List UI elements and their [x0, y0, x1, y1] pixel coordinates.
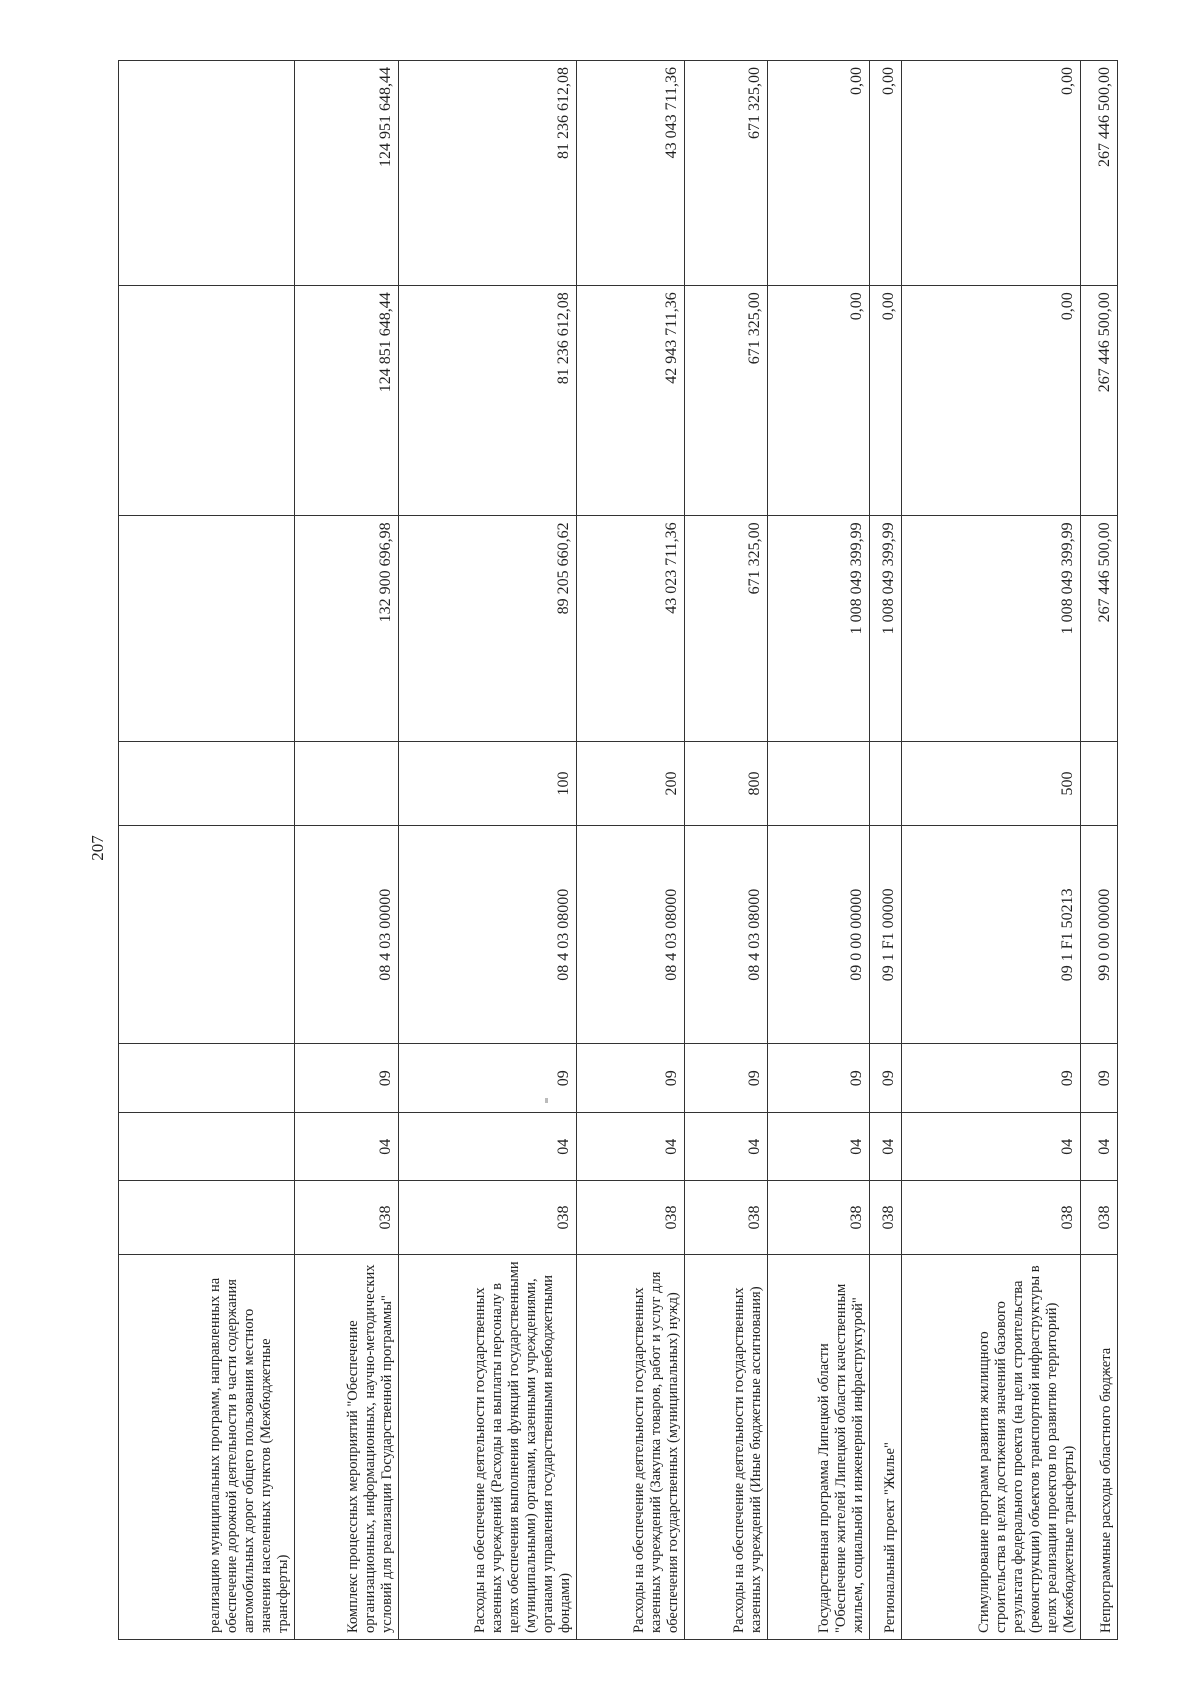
- row-sum-2: 42 943 711,36: [577, 286, 685, 516]
- row-expense-type: [767, 741, 869, 826]
- row-description: Расходы на обеспечение деятельности государственных казенных учреждений (Иные бюджетные ассигнования): [684, 1254, 767, 1639]
- row-sum-3: [119, 61, 295, 286]
- row-description: Комплекс процессных мероприятий "Обеспечение организационных, информационных, научно-методических условий для реализации Государственной программы": [294, 1254, 398, 1639]
- row-expense-type: 200: [577, 741, 685, 826]
- row-sum-3: 43 043 711,36: [577, 61, 685, 286]
- row-subsection: 09: [294, 1044, 398, 1113]
- row-target-article: 08 4 03 08000: [577, 826, 685, 1044]
- row-sum-1: 267 446 500,00: [1080, 516, 1118, 741]
- row-subsection: 09: [767, 1044, 869, 1113]
- row-subsection: 09: [869, 1044, 902, 1113]
- table-row: [294, 61, 398, 1640]
- row-subsection: 09: [684, 1044, 767, 1113]
- row-target-article: 08 4 03 00000: [294, 826, 398, 1044]
- row-admin-code: 038: [294, 1181, 398, 1255]
- row-admin-code: [119, 1181, 295, 1255]
- row-sum-1: 43 023 711,36: [577, 516, 685, 741]
- row-target-article: 08 4 03 08000: [399, 826, 577, 1044]
- row-expense-type: [119, 741, 295, 826]
- row-section: [119, 1113, 295, 1181]
- table-row: [1080, 61, 1118, 1640]
- row-section: 04: [577, 1113, 685, 1181]
- budget-table: [118, 60, 1118, 1640]
- row-admin-code: 038: [577, 1181, 685, 1255]
- row-sum-2: 0,00: [869, 286, 902, 516]
- row-description: Государственная программа Липецкой области "Обеспечение жителей Липецкой области качественным жильем, социальной и инженерной инфраструктурой": [767, 1254, 869, 1639]
- row-sum-2: 671 325,00: [684, 286, 767, 516]
- table-row: [869, 61, 902, 1640]
- row-section: 04: [294, 1113, 398, 1181]
- row-target-article: [119, 826, 295, 1044]
- row-sum-3: 0,00: [902, 61, 1080, 286]
- row-sum-1: 1 008 049 399,99: [902, 516, 1080, 741]
- row-sum-3: 124 951 648,44: [294, 61, 398, 286]
- row-sum-3: 0,00: [767, 61, 869, 286]
- row-expense-type: 800: [684, 741, 767, 826]
- row-description: Непрограммные расходы областного бюджета: [1080, 1254, 1118, 1639]
- table-row: [684, 61, 767, 1640]
- table-row: [399, 61, 577, 1640]
- row-description: Стимулирование программ развития жилищного строительства в целях достижения значений базового результата федерального проекта (на цели строительства (реконструкции) объектов транспортной инфраструктуры в целях реализации проектов по развитию территорий) (Межбюджетные трансферты): [902, 1254, 1080, 1639]
- row-subsection: 09: [902, 1044, 1080, 1113]
- row-expense-type: 100: [399, 741, 577, 826]
- row-sum-2: 267 446 500,00: [1080, 286, 1118, 516]
- table-row: [577, 61, 685, 1640]
- row-description: реализацию муниципальных программ, направленных на обеспечение дорожной деятельности в части содержания автомобильных дорог общего пользования местного значения населенных пунктов (Межбюджетные трансферты): [119, 1254, 295, 1639]
- row-admin-code: 038: [767, 1181, 869, 1255]
- row-expense-type: 500: [902, 741, 1080, 826]
- row-target-article: 08 4 03 08000: [684, 826, 767, 1044]
- row-sum-1: 89 205 660,62: [399, 516, 577, 741]
- row-admin-code: 038: [684, 1181, 767, 1255]
- row-sum-3: 81 236 612,08: [399, 61, 577, 286]
- row-expense-type: [869, 741, 902, 826]
- row-description: Расходы на обеспечение деятельности государственных казенных учреждений (Закупка товаров, работ и услуг для обеспечения государственных (муниципальных) нужд): [577, 1254, 685, 1639]
- row-admin-code: 038: [399, 1181, 577, 1255]
- table-body: [119, 61, 1118, 1640]
- row-section: 04: [902, 1113, 1080, 1181]
- row-target-article: 09 1 F1 50213: [902, 826, 1080, 1044]
- row-expense-type: [1080, 741, 1118, 826]
- row-subsection: 09: [577, 1044, 685, 1113]
- row-sum-2: [119, 286, 295, 516]
- row-sum-1: 132 900 696,98: [294, 516, 398, 741]
- row-sum-1: 1 008 049 399,99: [767, 516, 869, 741]
- rotated-table-container: [118, 60, 1118, 1640]
- row-section: 04: [869, 1113, 902, 1181]
- row-target-article: 09 1 F1 00000: [869, 826, 902, 1044]
- row-sum-1: 1 008 049 399,99: [869, 516, 902, 741]
- row-subsection: [119, 1044, 295, 1113]
- row-admin-code: 038: [1080, 1181, 1118, 1255]
- table-row: [119, 61, 295, 1640]
- row-sum-1: [119, 516, 295, 741]
- row-subsection: 09: [1080, 1044, 1118, 1113]
- row-admin-code: 038: [902, 1181, 1080, 1255]
- row-sum-1: 671 325,00: [684, 516, 767, 741]
- row-target-article: 09 0 00 00000: [767, 826, 869, 1044]
- table-row: [902, 61, 1080, 1640]
- page-number: 207: [88, 835, 107, 861]
- row-sum-3: 671 325,00: [684, 61, 767, 286]
- row-sum-2: 0,00: [902, 286, 1080, 516]
- row-section: 04: [1080, 1113, 1118, 1181]
- row-sum-2: 0,00: [767, 286, 869, 516]
- row-sum-3: 267 446 500,00: [1080, 61, 1118, 286]
- row-expense-type: [294, 741, 398, 826]
- row-section: 04: [767, 1113, 869, 1181]
- row-target-article: 99 0 00 00000: [1080, 826, 1118, 1044]
- row-admin-code: 038: [869, 1181, 902, 1255]
- row-description: Региональный проект "Жилье": [869, 1254, 902, 1639]
- row-section: 04: [684, 1113, 767, 1181]
- row-sum-2: 81 236 612,08: [399, 286, 577, 516]
- row-section: 04: [399, 1113, 577, 1181]
- row-subsection: 09: [399, 1044, 577, 1113]
- table-row: [767, 61, 869, 1640]
- row-sum-2: 124 851 648,44: [294, 286, 398, 516]
- row-description: Расходы на обеспечение деятельности государственных казенных учреждений (Расходы на выплаты персоналу в целях обеспечения выполнения функций государственными (муниципальными) органами, казенными учреждениями, органами управления государственными внебюджетными фондами): [399, 1254, 577, 1639]
- row-sum-3: 0,00: [869, 61, 902, 286]
